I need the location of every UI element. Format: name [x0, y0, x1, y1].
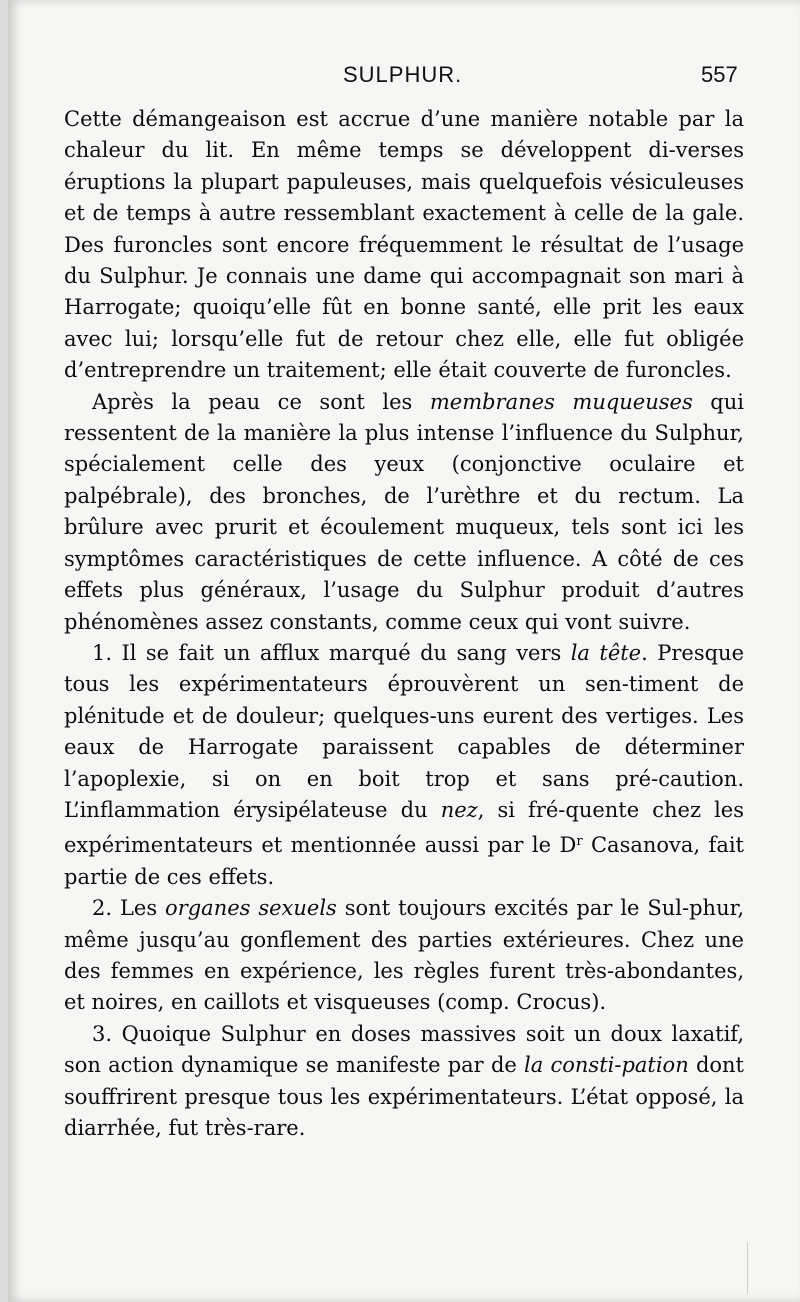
page-number: 557 — [701, 62, 738, 87]
item-number-1: 1. — [92, 640, 113, 665]
paragraph-4-emphasis: organes sexuels — [165, 896, 337, 921]
paragraph-3-middle: . Presque tous les expérimentateurs éprouvèrent un sen-timent de plénitude et de douleur; quelques-uns eurent des vertiges. Les eaux de Harrogate paraissent capables de déterminer l’apoplexie, si on en boit trop et sans pré-caution. L’inflammation érysipélateuse du — [64, 640, 744, 822]
scan-edge-mark — [747, 1242, 748, 1294]
paragraph-3-start: Il se fait un afflux marqué du sang vers — [112, 640, 571, 665]
paragraph-2-emphasis: membranes muqueuses — [429, 389, 693, 414]
paragraph-3-continued: , si fré-quente chez les expérimentateurs et mentionnée aussi par le D — [64, 797, 744, 858]
paragraph-5 — [64, 1019, 744, 1145]
paragraph-3 — [64, 638, 744, 893]
paragraph-4-end: sont toujours excités par le Sul-phur, même jusqu’au gonflement des parties extérieures. Chez une des femmes en expérience, les règles furent très-abondantes, et noires, en caillots et visqueuses (comp. Crocus). — [64, 896, 744, 1015]
paragraph-5-emphasis: la consti-pation — [524, 1053, 689, 1078]
paragraph-4 — [64, 893, 744, 1019]
superscript-r: r — [576, 834, 583, 850]
paragraph-1: Cette démangeaison est accrue d’une manière notable par la chaleur du lit. En même temps se développent di-verses éruptions la plupart papuleuses, mais quelquefois vésiculeuses et de temps à autre ressemblant exactement à celle de la gale. Des furoncles sont encore fréquemment le résultat de l’usage du Sulphur. Je connais une dame qui accompagnait son mari à Harrogate; quoiqu’elle fût en bonne santé, elle prit les eaux avec lui; lorsqu’elle fut de retour chez elle, elle fut obligée d’entreprendre un traitement; elle était couverte de furoncles. — [64, 107, 744, 383]
item-number-2: 2. — [92, 896, 113, 921]
paragraph-3-end: Casanova, fait partie de ces effets. — [64, 833, 744, 889]
paragraph-2 — [64, 387, 744, 638]
item-number-3: 3. — [92, 1021, 113, 1046]
paragraph-3-emphasis: la tête — [570, 640, 642, 665]
paragraph-2-start: Après la peau ce sont les — [92, 389, 430, 414]
paragraph-5-end: dont souffrirent presque tous les expérimentateurs. L’état opposé, la diarrhée, fut très-rare. — [64, 1053, 744, 1140]
running-title: SULPHUR. — [343, 62, 463, 87]
book-page — [8, 0, 800, 1302]
paragraph-4-start: Les — [112, 896, 166, 921]
paragraph-5-start: Quoique Sulphur en doses massives soit un doux laxatif, son action dynamique se manifeste par de — [64, 1021, 744, 1078]
paragraph-3-emphasis-2: nez — [440, 797, 478, 822]
body-text — [64, 104, 744, 1144]
page-header — [8, 62, 800, 92]
paragraph-2-end: qui ressentent de la manière la plus intense l’influence du Sulphur, spécialement celle des yeux (conjonctive oculaire et palpébrale), des bronches, de l’urèthre et du rectum. La brûlure avec prurit et écoulement muqueux, tels sont ici les symptômes caractéristiques de cette influence. A côté de ces effets plus généraux, l’usage du Sulphur produit d’autres phénomènes assez constants, comme ceux qui vont suivre. — [64, 389, 744, 634]
